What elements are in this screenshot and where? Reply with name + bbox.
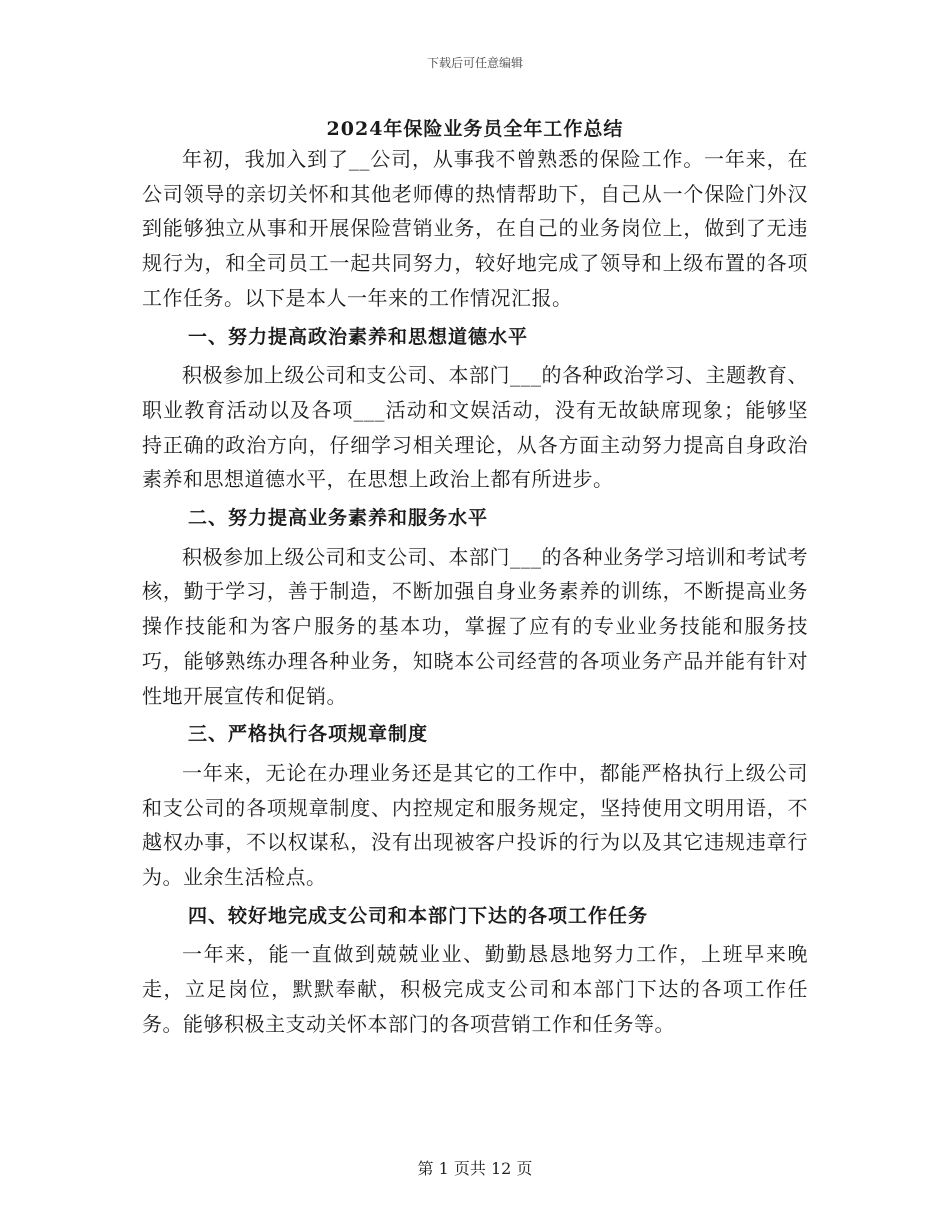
page-footer: 第 1 页共 12 页 [417,1159,533,1178]
section-body-1: 积极参加上级公司和支公司、本部门___的各种政治学习、主题教育、职业教育活动以及各项___活动和文娱活动，没有无故缺席现象；能够坚持正确的政治方向，仔细学习相关理论，从各方面主动努力提高自身政治素养和思想道德水平，在思想上政治上都有所进步。 [142,363,808,492]
section-body-2: 积极参加上级公司和支公司、本部门___的各种业务学习培训和考试考核，勤于学习，善于制造，不断加强自身业务素养的训练，不断提高业务操作技能和为客户服务的基本功，掌握了应有的专业业务技能和服务技巧，能够熟练办理各种业务，知晓本公司经营的各项业务产品并能有针对性地开展宣传和促销。 [142,544,808,708]
document-title: 2024年保险业务员全年工作总结 [326,118,624,140]
section-heading-1: 一、努力提高政治素养和思想道德水平 [188,325,529,348]
intro-paragraph: 年初，我加入到了__公司，从事我不曾熟悉的保险工作。一年来，在公司领导的亲切关怀和其他老师傅的热情帮助下，自己从一个保险门外汉到能够独立从事和开展保险营销业务，在自己的业务岗位上，做到了无违规行为，和全司员工一起共同努力，较好地完成了领导和上级布置的各项工作任务。以下是本人一年来的工作情况汇报。 [142,147,808,310]
section-heading-2: 二、努力提高业务素养和服务水平 [188,507,489,530]
header-note: 下载后可任意编辑 [426,56,523,70]
section-body-4: 一年来，能一直做到兢兢业业、勤勤恳恳地努力工作，上班早来晚走，立足岗位，默默奉献，积极完成支公司和本部门下达的各项工作任务。能够积极主支动关怀本部门的各项营销工作和任务等。 [142,942,808,1036]
document-body [142,142,808,1042]
section-body-3: 一年来，无论在办理业务还是其它的工作中，都能严格执行上级公司和支公司的各项规章制度、内控规定和服务规定，坚持使用文明用语，不越权办事，不以权谋私，没有出现被客户投诉的行为以及其它违规违章行为。业余生活检点。 [142,760,808,890]
section-heading-3: 三、严格执行各项规章制度 [188,723,429,746]
section-heading-4: 四、较好地完成支公司和本部门下达的各项工作任务 [188,904,649,927]
